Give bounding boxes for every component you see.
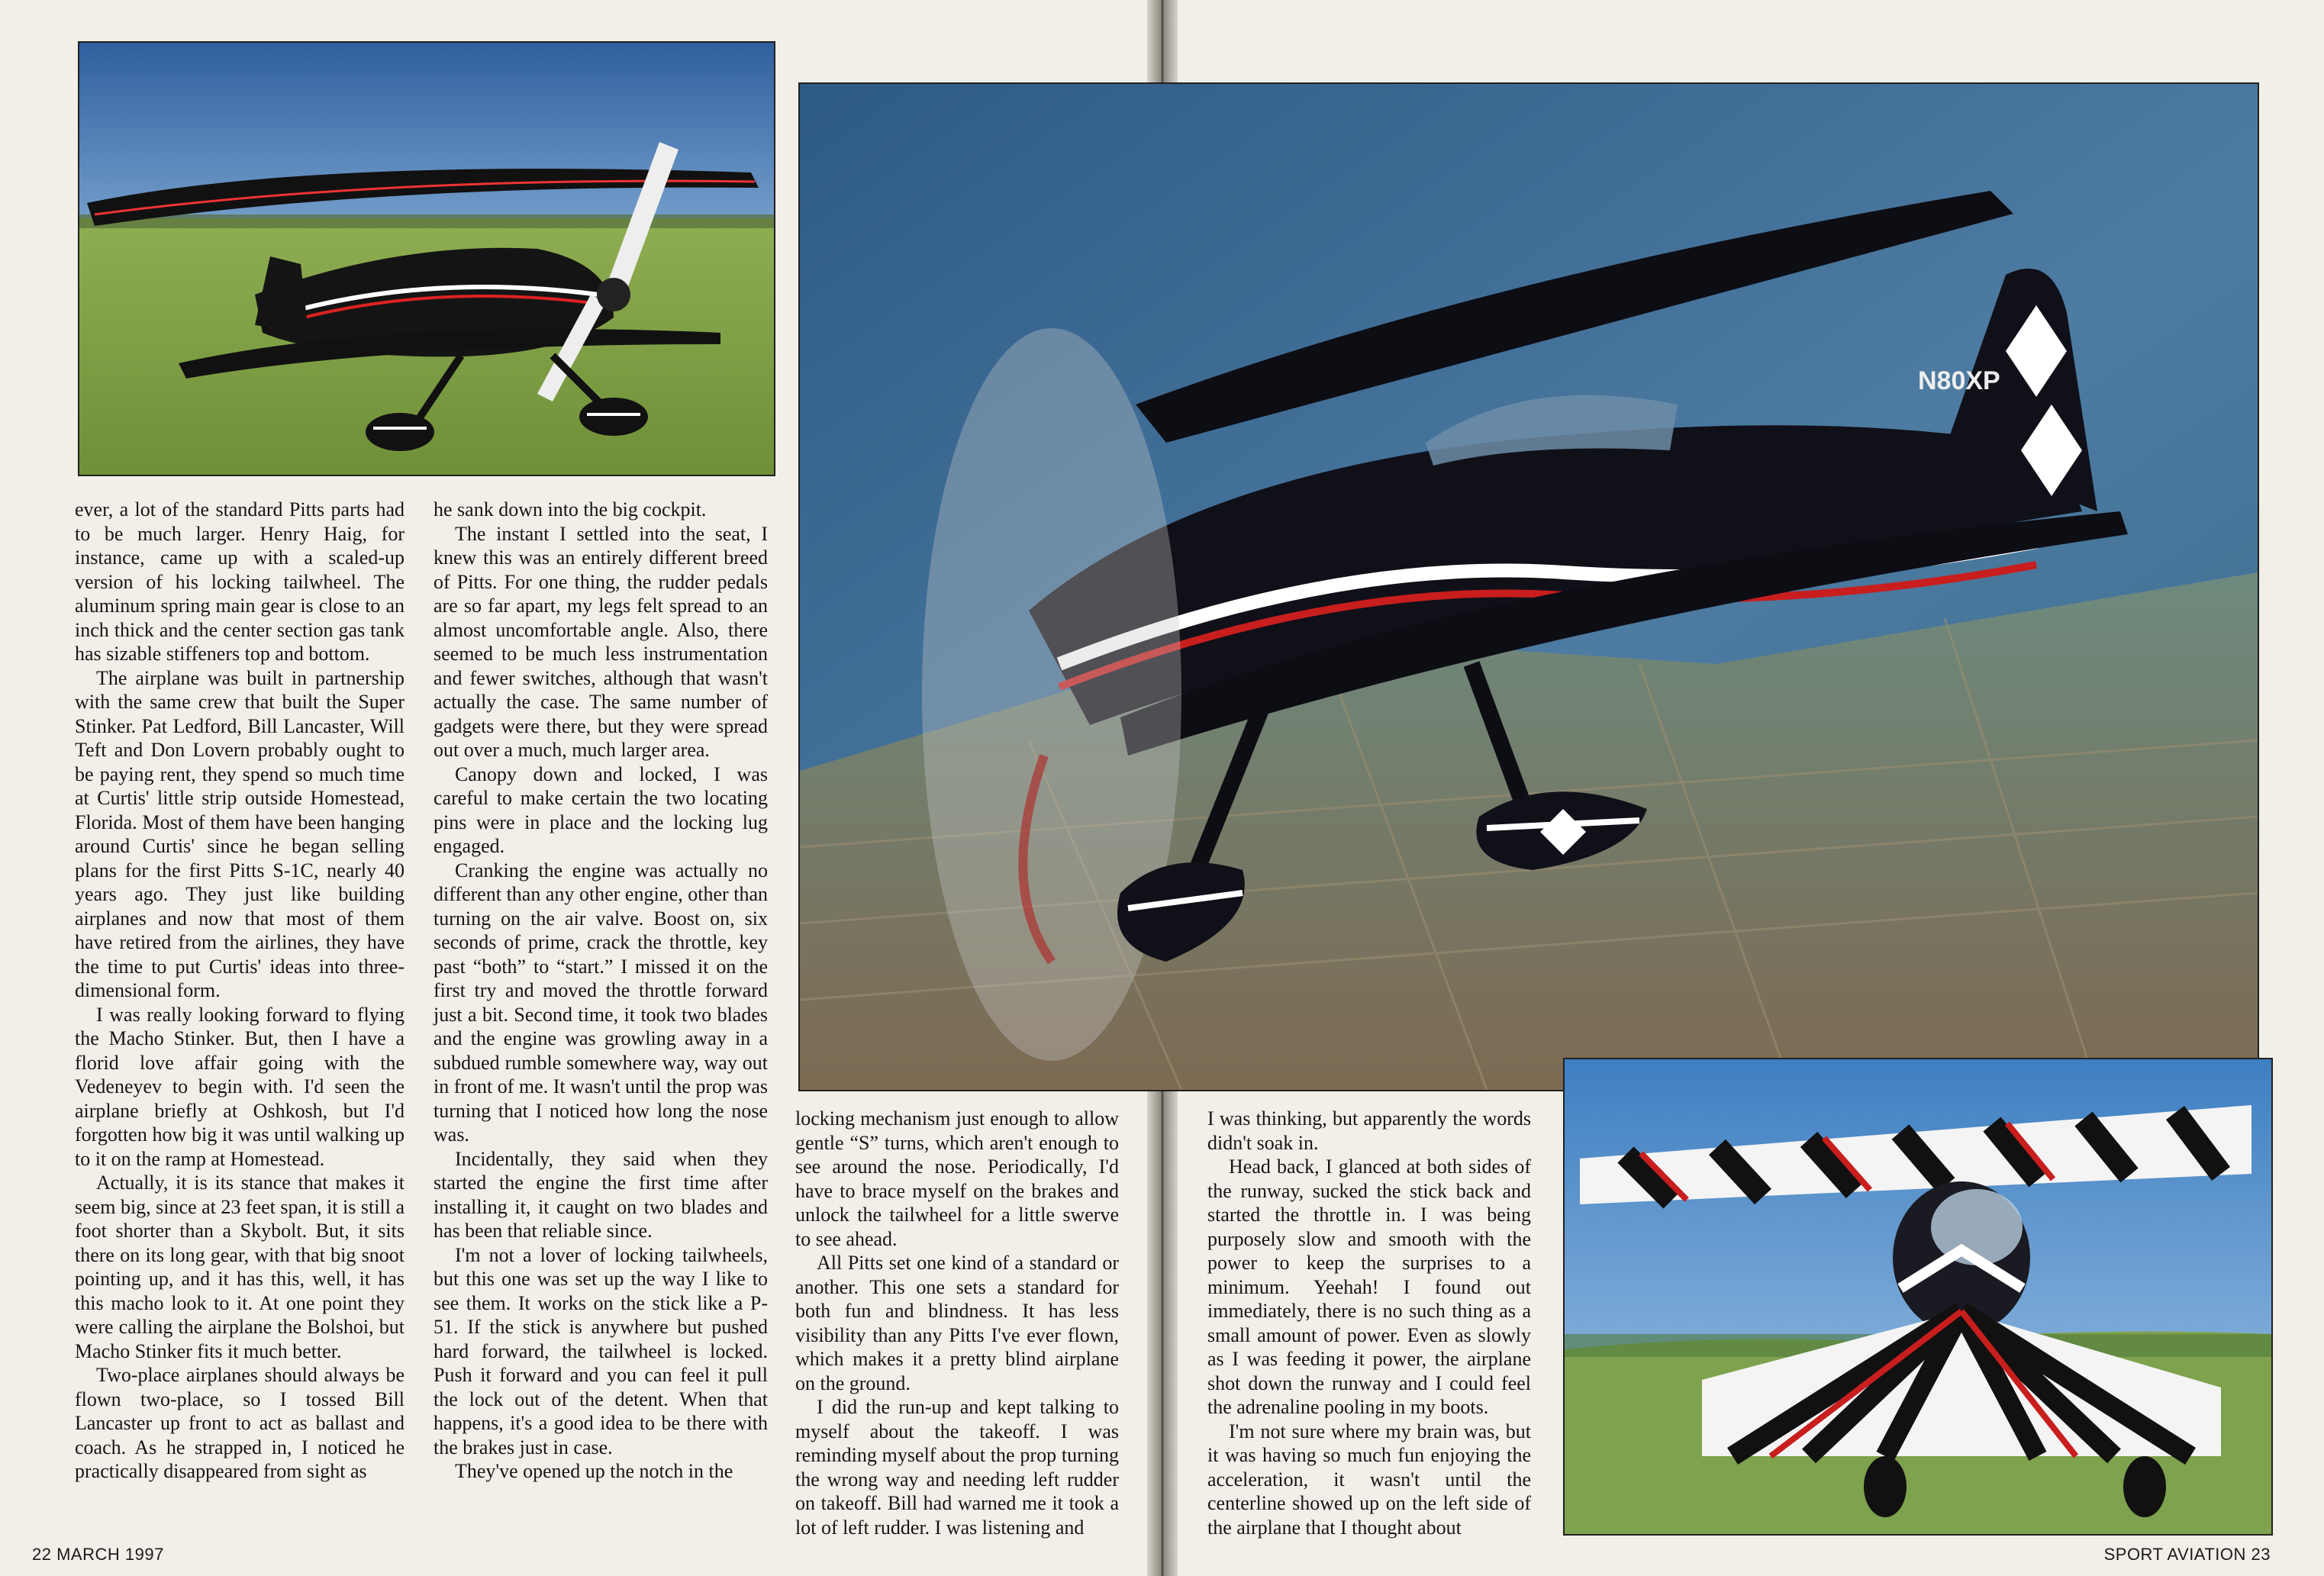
- tail-number: N80XP: [1918, 366, 2000, 395]
- paragraph: Canopy down and locked, I was careful to make certain the two locating pins were in place and the locking lug engaged.: [434, 762, 768, 857]
- paragraph: I was thinking, but apparently the words didn't soak in.: [1207, 1107, 1531, 1154]
- text-column-4: [1207, 1107, 1531, 1539]
- text-column-2: [434, 498, 768, 1484]
- paragraph: The airplane was built in partnership with the same crew that built the Super Stinker. Pat Ledford, Bill Lancaster, Will Teft and Don Lovern probably ought to be paying rent, they spend so much time at Curtis' little strip outside Homestead, Florida. Most of them have been hanging around Curtis' since he began selling plans for the first Pitts S-1C, nearly 40 years ago. They just like building airplanes and now that most of them have retired from the airlines, they have the time to put Curtis' ideas into three-dimensional form.: [75, 666, 405, 1001]
- biplane-in-flight-icon: [800, 84, 2258, 1090]
- biplane-on-grass-photo: [78, 41, 775, 476]
- biplane-in-flight-photo: [798, 82, 2259, 1091]
- folio-right: SPORT AVIATION 23: [2103, 1545, 2271, 1564]
- paragraph: Actually, it is its stance that makes it seem big, since at 23 feet span, it is still a foot shorter than a Skybolt. But, it sits there on its long gear, with that big snoot pointing up, and it has this, well, it has this macho look to it. At one point they were calling the airplane the Bolshoi, but Macho Stinker fits it much better.: [75, 1172, 405, 1362]
- paragraph: I'm not sure where my brain was, but it was having so much fun enjoying the acceleration, it wasn't until the centerline showed up on the left side of the airplane that I thought about: [1207, 1420, 1531, 1539]
- paragraph: Incidentally, they said when they started the engine the first time after installing it, it caught on two blades and has been that reliable since.: [434, 1147, 768, 1242]
- paragraph: I did the run-up and kept talking to myself about the takeoff. I was reminding myself about the prop turning the wrong way and needing left rudder on takeoff. Bill had warned me it took a lot of left rudder. I was listening and: [795, 1396, 1119, 1539]
- paragraph: Two-place airplanes should always be flown two-place, so I tossed Bill Lancaster up front to act as ballast and coach. As he strapped in, I noticed he practically disappeared from sight as: [75, 1364, 405, 1482]
- biplane-on-grass-icon: [79, 43, 774, 475]
- paragraph: They've opened up the notch in the: [455, 1460, 733, 1482]
- biplane-rear-view-icon: [1565, 1059, 2271, 1534]
- paragraph: I was really looking forward to flying the Macho Stinker. But, then I have a florid love affair going with the Vedeneyev to begin with. I'd seen the airplane briefly at Oshkosh, but I'd forgotten how big it was until walking up to it on the ramp at Homestead.: [75, 1003, 405, 1170]
- paragraph: The instant I settled into the seat, I knew this was an entirely different breed of Pitts. For one thing, the rudder pedals are so far apart, my legs felt spread to an almost uncomfortable angle. Also, there seemed to be much less instrumentation and fewer switches, although that wasn't actually the case. The same number of gadgets were there, but they were spread out over a much, much larger area.: [434, 522, 768, 761]
- paragraph: locking mechanism just enough to allow gentle “S” turns, which aren't enough to see around the nose. Periodically, I'd have to brace myself on the brakes and unlock the tailwheel for a little swerve to see ahead.: [795, 1107, 1119, 1250]
- paragraph: All Pitts set one kind of a standard or another. This one sets a standard for both fun and blindness. It has less visibility than any Pitts I've ever flown, which makes it a pretty blind airplane on the ground.: [795, 1252, 1119, 1394]
- paragraph: he sank down into the big cockpit.: [434, 498, 707, 520]
- paragraph: I'm not a lover of locking tailwheels, but this one was set up the way I like to see them. It works on the stick like a P-51. If the stick is anywhere but pushed hard forward, the tailwheel is locked. Push it forward and you can feel it pull the lock out of the detent. When that happens, it's a good idea to be there with the brakes just in case.: [434, 1243, 768, 1458]
- text-column-3: [795, 1107, 1119, 1539]
- paragraph: Cranking the engine was actually no different than any other engine, other than turning on the air valve. Boost on, six seconds of prime, crack the throttle, key past “both” to “start.” I missed it on the first try and moved the throttle forward just a bit. Second time, it took two blades and the engine was growling away in a subdued rumble somewhere way, way out in front of me. It wasn't until the prop was turning that I noticed how long the nose was.: [434, 859, 768, 1146]
- paragraph: Head back, I glanced at both sides of the runway, sucked the stick back and started the throttle in. I was being purposely slow and smooth with the power to keep the surprises to a minimum. Yeehah! I found out immediately, there is no such thing as a small amount of power. Even as slowly as I was feeding it power, the airplane shot down the runway and I could feel the adrenaline pooling in my boots.: [1207, 1155, 1531, 1418]
- biplane-rear-view-photo: [1563, 1058, 2273, 1536]
- paragraph: ever, a lot of the standard Pitts parts had to be much larger. Henry Haig, for instance, came up with a scaled-up version of his locking tailwheel. The aluminum spring main gear is close to an inch thick and the center section gas tank has sizable stiffeners top and bottom.: [75, 498, 405, 665]
- folio-left: 22 MARCH 1997: [32, 1545, 164, 1564]
- text-column-1: [75, 498, 405, 1484]
